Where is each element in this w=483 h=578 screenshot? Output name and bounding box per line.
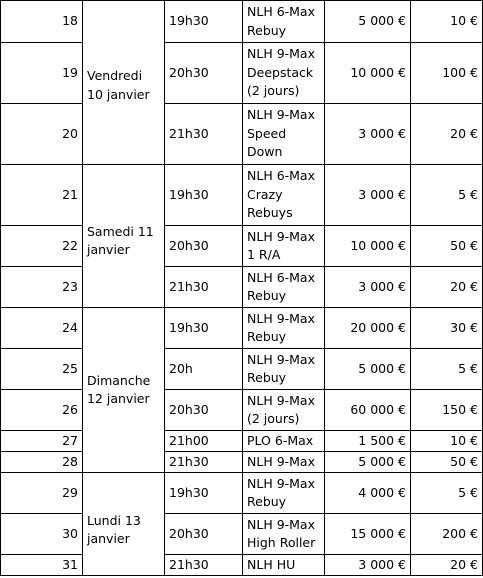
guaranteed-prize: 4 000 € xyxy=(325,473,411,514)
table-row xyxy=(1,555,483,576)
event-name-line: NLH 9-Max xyxy=(247,228,315,244)
table-row xyxy=(1,452,483,473)
event-name-line: Rebuy xyxy=(247,22,287,38)
table-row xyxy=(1,226,483,267)
event-number: 18 xyxy=(1,1,83,43)
guaranteed-prize: 1 500 € xyxy=(325,431,411,452)
event-name xyxy=(243,43,325,104)
event-name-line: High Roller xyxy=(247,535,316,550)
day-label: Lundi 13 janvier xyxy=(83,473,165,576)
event-name-line: NLH HU xyxy=(247,556,296,572)
table-row xyxy=(1,267,483,308)
event-name-line: Crazy xyxy=(247,186,283,202)
event-name-line: NLH 9-Max xyxy=(247,46,315,62)
start-time: 20h30 xyxy=(165,43,243,104)
guaranteed-prize: 3 000 € xyxy=(325,165,411,226)
buy-in: 50 € xyxy=(411,452,483,473)
buy-in: 20 € xyxy=(411,267,483,308)
buy-in: 30 € xyxy=(411,308,483,349)
table-row xyxy=(1,1,483,43)
event-number: 29 xyxy=(1,473,83,514)
guaranteed-prize: 60 000 € xyxy=(325,390,411,431)
buy-in: 5 € xyxy=(411,473,483,514)
start-time: 20h30 xyxy=(165,226,243,267)
start-time: 21h30 xyxy=(165,555,243,576)
event-name xyxy=(243,267,325,308)
event-number: 22 xyxy=(1,226,83,267)
event-name-line: NLH 9-Max xyxy=(247,310,315,326)
start-time: 19h30 xyxy=(165,308,243,349)
event-name-line: Rebuy xyxy=(247,494,287,509)
event-name xyxy=(243,473,325,514)
guaranteed-prize: 10 000 € xyxy=(325,43,411,104)
buy-in: 200 € xyxy=(411,514,483,555)
event-name-line: PLO 6-Max xyxy=(247,432,314,448)
event-name xyxy=(243,431,325,452)
event-name-line: (2 jours) xyxy=(247,411,300,426)
event-number: 24 xyxy=(1,308,83,349)
event-number: 20 xyxy=(1,104,83,165)
start-time: 21h30 xyxy=(165,267,243,308)
event-number: 26 xyxy=(1,390,83,431)
table-row xyxy=(1,349,483,390)
event-name-line: Rebuy xyxy=(247,288,287,303)
event-name xyxy=(243,555,325,576)
event-name-line: Rebuys xyxy=(247,205,293,221)
event-name-line: (2 jours) xyxy=(247,83,300,99)
event-name-line: NLH 6-Max xyxy=(247,269,315,285)
buy-in: 5 € xyxy=(411,165,483,226)
start-time: 21h00 xyxy=(165,431,243,452)
start-time: 19h30 xyxy=(165,473,243,514)
table-row xyxy=(1,104,483,165)
buy-in: 10 € xyxy=(411,431,483,452)
day-label: Dimanche 12 janvier xyxy=(83,308,165,473)
buy-in: 50 € xyxy=(411,226,483,267)
event-name-line: NLH 9-Max xyxy=(247,107,315,123)
event-name-line: NLH 9-Max xyxy=(247,351,315,367)
event-name-line: NLH 6-Max xyxy=(247,4,315,19)
table-row xyxy=(1,431,483,452)
guaranteed-prize: 20 000 € xyxy=(325,308,411,349)
event-name-line: NLH 9-Max xyxy=(247,453,315,469)
start-time: 19h30 xyxy=(165,165,243,226)
buy-in: 20 € xyxy=(411,104,483,165)
guaranteed-prize: 10 000 € xyxy=(325,226,411,267)
event-name xyxy=(243,165,325,226)
event-name-line: NLH 6-Max xyxy=(247,168,315,184)
guaranteed-prize: 3 000 € xyxy=(325,555,411,576)
table-row xyxy=(1,473,483,514)
event-number: 30 xyxy=(1,514,83,555)
event-number: 27 xyxy=(1,431,83,452)
table-row xyxy=(1,308,483,349)
event-number: 21 xyxy=(1,165,83,226)
start-time: 20h xyxy=(165,349,243,390)
table-row xyxy=(1,43,483,104)
buy-in: 5 € xyxy=(411,349,483,390)
event-number: 25 xyxy=(1,349,83,390)
guaranteed-prize: 3 000 € xyxy=(325,267,411,308)
buy-in: 20 € xyxy=(411,555,483,576)
start-time: 21h30 xyxy=(165,452,243,473)
event-name xyxy=(243,390,325,431)
buy-in: 150 € xyxy=(411,390,483,431)
day-label: Vendredi 10 janvier xyxy=(83,1,165,165)
event-name xyxy=(243,308,325,349)
event-number: 23 xyxy=(1,267,83,308)
buy-in: 100 € xyxy=(411,43,483,104)
event-number: 31 xyxy=(1,555,83,576)
event-name xyxy=(243,514,325,555)
buy-in: 10 € xyxy=(411,1,483,43)
event-name-line: Rebuy xyxy=(247,329,287,344)
event-name-line: NLH 9-Max xyxy=(247,392,315,408)
event-name xyxy=(243,349,325,390)
event-name xyxy=(243,1,325,43)
event-number: 28 xyxy=(1,452,83,473)
event-name-line: Speed xyxy=(247,125,287,141)
event-name-line: Rebuy xyxy=(247,370,287,385)
event-name xyxy=(243,104,325,165)
event-name-line: NLH 9-Max xyxy=(247,516,315,532)
start-time: 19h30 xyxy=(165,1,243,43)
start-time: 20h30 xyxy=(165,514,243,555)
table-row xyxy=(1,390,483,431)
day-label: Samedi 11 janvier xyxy=(83,165,165,308)
event-name-line: 1 R/A xyxy=(247,247,281,262)
event-number: 19 xyxy=(1,43,83,104)
guaranteed-prize: 5 000 € xyxy=(325,452,411,473)
event-name-line: Deepstack xyxy=(247,64,314,80)
table-row xyxy=(1,514,483,555)
event-name xyxy=(243,452,325,473)
start-time: 21h30 xyxy=(165,104,243,165)
table-row xyxy=(1,165,483,226)
event-name-line: Down xyxy=(247,144,283,160)
event-name xyxy=(243,226,325,267)
guaranteed-prize: 5 000 € xyxy=(325,1,411,43)
guaranteed-prize: 3 000 € xyxy=(325,104,411,165)
guaranteed-prize: 5 000 € xyxy=(325,349,411,390)
event-name-line: NLH 9-Max xyxy=(247,475,315,491)
start-time: 20h30 xyxy=(165,390,243,431)
guaranteed-prize: 15 000 € xyxy=(325,514,411,555)
